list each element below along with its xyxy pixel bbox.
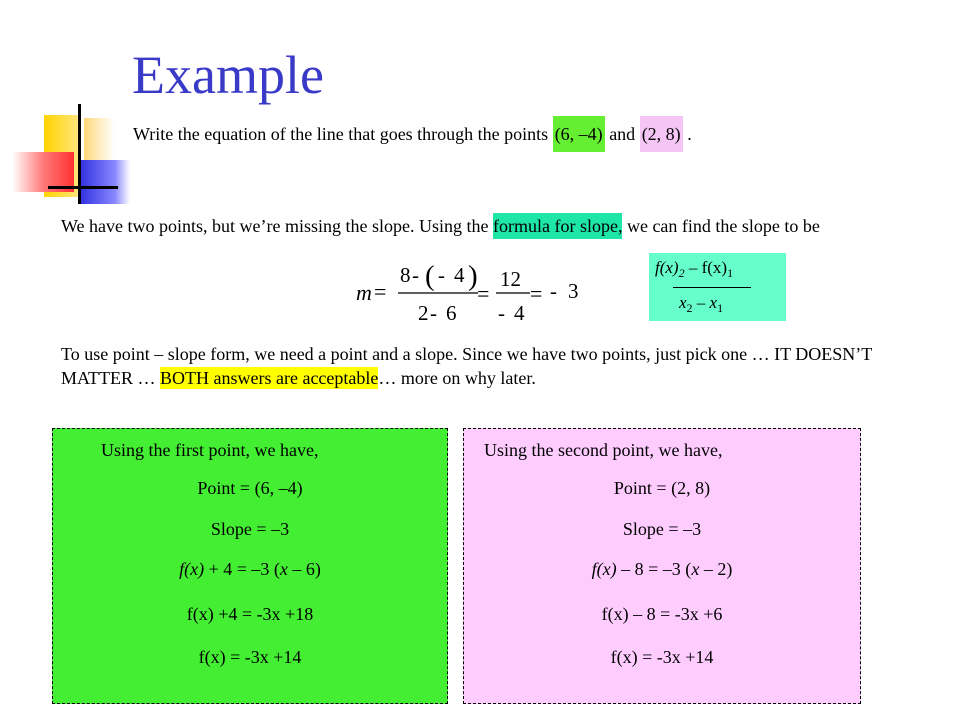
prompt-text: Write the equation of the line that goes through the points xyxy=(133,124,553,144)
both-answers-highlight: BOTH answers are acceptable xyxy=(160,368,379,388)
slope-num1: 8 xyxy=(400,263,411,287)
second-point-heading: Using the second point, we have, xyxy=(484,440,723,460)
slope-minus1: - xyxy=(412,263,419,287)
slope-m: m xyxy=(356,280,372,305)
point-slope-paragraph-text: To use point – slope form, we need a point and a slope. Since we have two points, just pick one … IT DOESN’T MATTER … xyxy=(61,344,872,388)
slope-paren-close: ) xyxy=(468,260,478,292)
slope-result: 3 xyxy=(568,279,579,303)
slope-result-minus: - xyxy=(550,279,557,303)
slope-den1-minus: - xyxy=(430,301,437,325)
slope-paragraph xyxy=(61,214,901,238)
second-point-step2: f(x) – 8 = -3x +6 xyxy=(601,604,723,624)
first-point-step2: f(x) +4 = -3x +18 xyxy=(186,604,314,624)
second-point-value: Point = (2, 8) xyxy=(613,478,711,498)
decoration-vertical-line xyxy=(78,104,81,204)
second-point-equation: f(x) – 8 = –3 (x – 2) xyxy=(591,559,733,579)
slope-den1-a: 2 xyxy=(418,301,429,325)
second-point-panel xyxy=(463,428,861,704)
first-point-result: f(x) = -3x +14 xyxy=(198,647,302,667)
first-point-panel xyxy=(52,428,448,704)
slope-equals-2: = xyxy=(477,281,490,306)
decoration-blue-block xyxy=(80,160,130,204)
slope-equals-1: = xyxy=(374,279,387,304)
first-point-slope: Slope = –3 xyxy=(210,519,290,539)
point2-highlight: (2, 8) xyxy=(640,116,683,152)
prompt-end: . xyxy=(682,124,692,144)
first-point-heading: Using the first point, we have, xyxy=(101,440,319,460)
decoration-horizontal-line xyxy=(48,186,118,189)
problem-prompt xyxy=(133,124,692,145)
slope-formula-highlight: formula for slope, xyxy=(493,213,622,239)
point-slope-paragraph-text-end: … more on why later. xyxy=(378,368,536,388)
slope-formula-numerator: $f(x)_2 - f(x)_1$ xyxy=(655,258,734,280)
slope-den1-b: 6 xyxy=(446,301,457,325)
prompt-and: and xyxy=(604,124,640,144)
slope-formula-fraction-bar xyxy=(673,287,751,288)
point-slope-paragraph xyxy=(61,342,901,390)
slope-equals-3: = xyxy=(530,281,543,306)
slope-den2-minus: - xyxy=(498,301,505,325)
slope-neg: - xyxy=(438,263,445,287)
slope-four: 4 xyxy=(454,263,465,287)
slope-paragraph-text: We have two points, but we’re missing the slope. Using the xyxy=(61,216,493,236)
slope-paragraph-text-end: we can find the slope to be xyxy=(622,216,820,236)
second-point-slope: Slope = –3 xyxy=(622,519,702,539)
slope-formula-box xyxy=(649,253,786,321)
slope-num2: 12 xyxy=(500,267,521,291)
point1-highlight: (6, –4) xyxy=(553,116,605,152)
slope-den2: 4 xyxy=(514,301,525,325)
slope-formula-denominator: $x_2 - x_1$ xyxy=(679,293,724,315)
slide-title: Example xyxy=(132,45,324,105)
second-point-result: f(x) = -3x +14 xyxy=(610,647,714,667)
decoration-orange-block xyxy=(84,118,114,160)
slope-paren-open: ( xyxy=(425,260,435,292)
slope-calculation xyxy=(350,256,600,326)
first-point-equation: f(x) + 4 = –3 (x – 6) xyxy=(179,559,321,579)
first-point-value: Point = (6, –4) xyxy=(197,478,303,498)
